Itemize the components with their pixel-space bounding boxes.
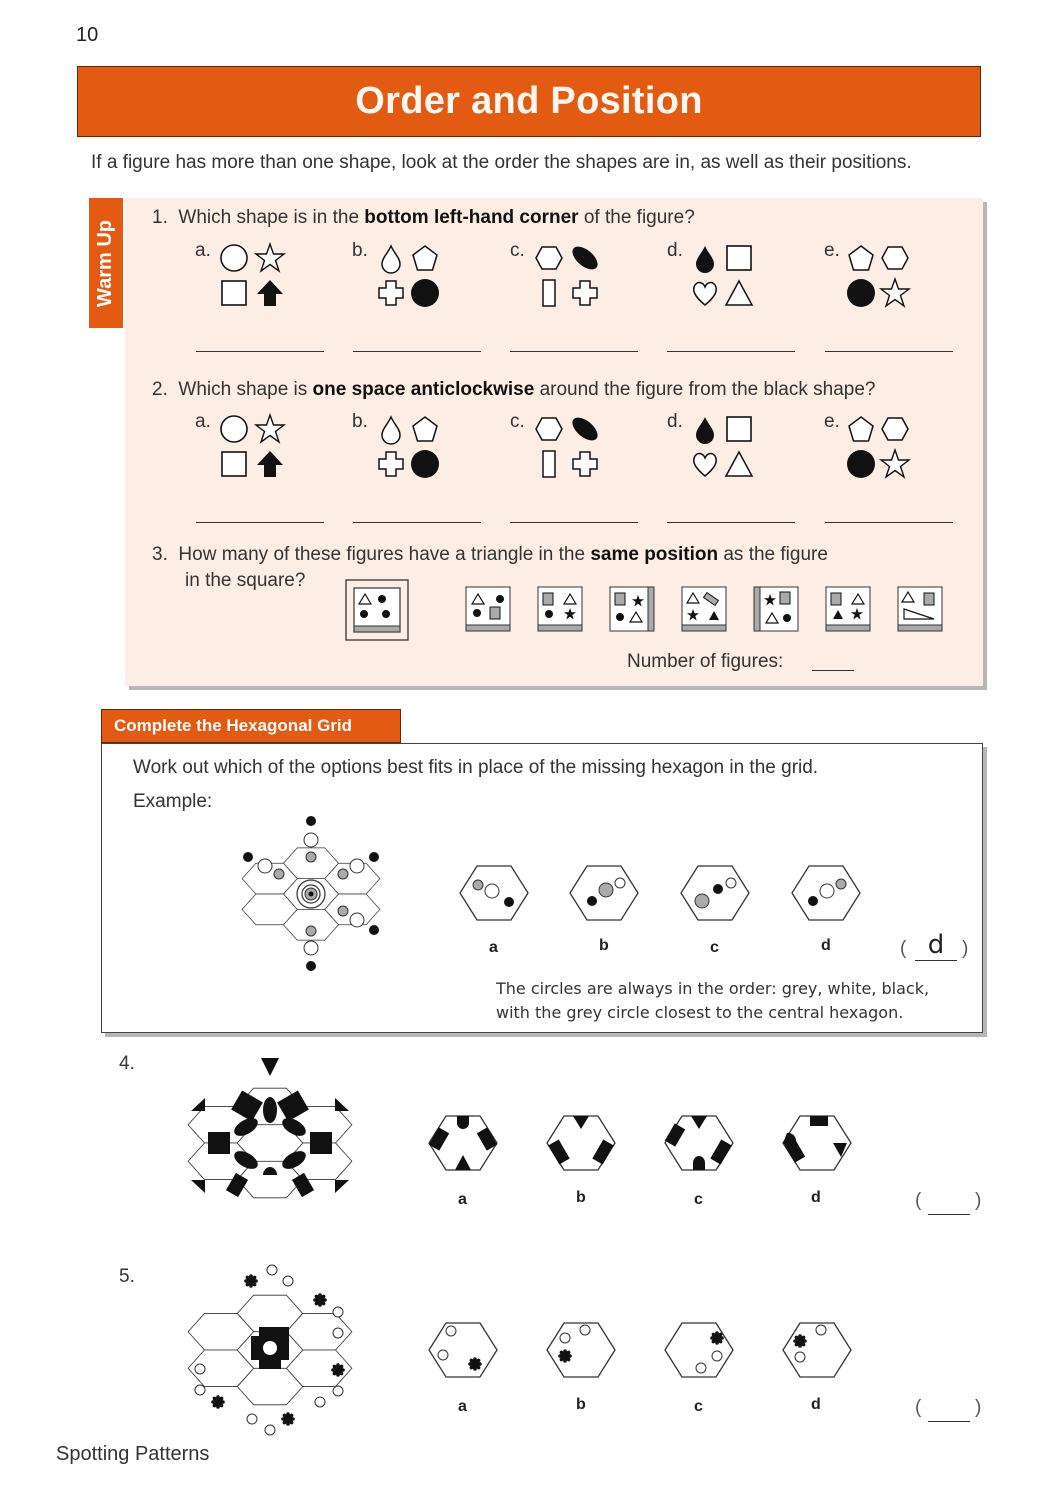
q4-option-label: c — [694, 1191, 703, 1208]
q4-answer-field[interactable] — [928, 1213, 970, 1215]
explanation-line-2: with the grey circle closest to the central hexagon. — [496, 1003, 904, 1022]
question-3-line2: in the square? — [185, 570, 306, 591]
hex-grid-tab-label: Complete the Hexagonal Grid — [114, 716, 353, 735]
question-4-number: 4. — [119, 1053, 135, 1074]
example-option-label: d — [821, 937, 831, 954]
question-text: as the figure — [718, 544, 828, 565]
q5-answer-field[interactable] — [928, 1420, 970, 1422]
question-emphasis: same position — [590, 544, 719, 565]
option-label: c. — [510, 240, 525, 261]
question-text: of the figure? — [578, 207, 695, 228]
question-number: 1. — [152, 207, 168, 228]
example-option-a — [460, 866, 528, 920]
q5-option-b — [547, 1323, 615, 1377]
intro-text: If a figure has more than one shape, look at the order the shapes are in, as well as their positions. — [91, 152, 912, 173]
example-option-label: b — [599, 937, 609, 954]
q4-option-label: d — [811, 1189, 821, 1206]
question-emphasis: one space anticlockwise — [312, 379, 535, 400]
option-label: c. — [510, 411, 525, 432]
bracket-open: ( — [915, 1190, 922, 1211]
option-label: d. — [667, 411, 683, 432]
option-label: b. — [352, 240, 368, 261]
hex-grid-instruction: Work out which of the options best fits in place of the missing hexagon in the grid. — [133, 757, 819, 778]
example-option-c — [681, 866, 749, 920]
explanation-line-1: The circles are always in the order: grey, white, black, — [496, 979, 930, 998]
q4-option-b — [547, 1116, 615, 1170]
q5-option-label: b — [576, 1396, 586, 1413]
option-label: a. — [195, 411, 211, 432]
q4-option-label: b — [576, 1189, 586, 1206]
option-label: d. — [667, 240, 683, 261]
question-text: Which shape is in the — [178, 207, 365, 228]
q4-option-d — [783, 1116, 851, 1170]
bracket-open: ( — [915, 1397, 922, 1418]
example-label: Example: — [133, 791, 213, 812]
option-label: e. — [824, 411, 840, 432]
question-text: Which shape is — [178, 379, 313, 400]
example-option-d — [792, 866, 860, 920]
question-number: 2. — [152, 379, 168, 400]
q5-option-label: c — [694, 1398, 703, 1415]
q4-option-label: a — [458, 1191, 467, 1208]
option-label: a. — [195, 240, 211, 261]
question-emphasis: bottom left-hand corner — [364, 207, 579, 228]
example-answer: d — [915, 930, 957, 961]
number-of-figures-label: Number of figures: — [627, 651, 784, 672]
q5-option-label: a — [458, 1398, 467, 1415]
footer-section-title: Spotting Patterns — [56, 1443, 210, 1465]
page-number: 10 — [76, 24, 99, 46]
q5-option-c — [665, 1323, 733, 1377]
question-text: How many of these figures have a triangle in the — [178, 544, 591, 565]
q5-option-a — [429, 1323, 497, 1377]
q4-option-c — [665, 1116, 733, 1170]
option-label: e. — [824, 240, 840, 261]
q4-option-a — [429, 1116, 497, 1170]
page-title: Order and Position — [355, 80, 703, 122]
example-option-label: a — [489, 939, 498, 956]
bracket-close: ) — [975, 1397, 982, 1418]
bracket-close: ) — [975, 1190, 982, 1211]
option-label: b. — [352, 411, 368, 432]
example-option-label: c — [710, 939, 719, 956]
bracket-close: ) — [962, 938, 969, 959]
question-number: 3. — [152, 544, 168, 565]
bracket-open: ( — [900, 938, 907, 959]
q5-option-d — [783, 1323, 851, 1377]
question-5-number: 5. — [119, 1266, 135, 1287]
question-text: around the figure from the black shape? — [534, 379, 876, 400]
example-option-b — [570, 866, 638, 920]
q5-option-label: d — [811, 1396, 821, 1413]
warm-up-label: Warm Up — [94, 219, 117, 307]
